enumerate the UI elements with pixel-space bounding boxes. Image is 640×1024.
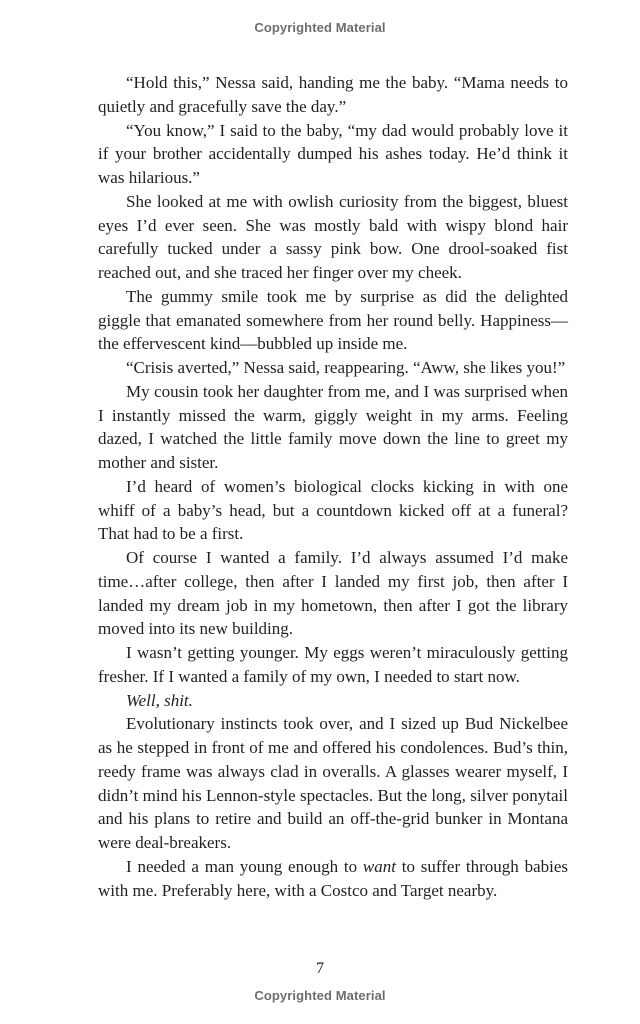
paragraph: Of course I wanted a family. I’d always assumed I’d make time…after college, then after I landed my first job, then after I landed my dream job in my hometown, then after I got the library moved into its new building.: [98, 548, 568, 639]
paragraph: Evolutionary instincts took over, and I sized up Bud Nickelbee as he stepped in front of me and offered his condolences. Bud’s thin, reedy frame was always clad in overalls. A glasses wearer myself, I didn’t mind his Lennon-style spectacles. But the long, silver ponytail and his plans to retire and build an off-the-grid bunker in Montana were deal-breakers.: [98, 714, 568, 852]
paragraph: “Crisis averted,” Nessa said, reappearing. “Aww, she likes you!”: [126, 358, 566, 377]
paragraph-text: I needed a man young enough to: [126, 856, 363, 876]
body-text: [98, 71, 568, 902]
italic-paragraph: Well, shit.: [126, 690, 193, 710]
copyright-header: Copyrighted Material: [254, 20, 386, 35]
paragraph: “Hold this,” Nessa said, handing me the baby. “Mama needs to quietly and gracefully save the day.”: [98, 73, 568, 116]
paragraph: She looked at me with owlish curiosity from the biggest, bluest eyes I’d ever seen. She was mostly bald with wispy blond hair carefully tucked under a sassy pink bow. One drool-soaked fist reached out, and she traced her finger over my cheek.: [98, 191, 568, 282]
emphasis-text: want: [362, 856, 396, 876]
paragraph: “You know,” I said to the baby, “my dad would probably love it if your brother accidentally dumped his ashes today. He’d think it was hilarious.”: [98, 120, 568, 187]
paragraph: I wasn’t getting younger. My eggs weren’t miraculously getting fresher. If I wanted a family of my own, I needed to start now.: [98, 643, 568, 686]
paragraph-text: to suffer through babies with me. Preferably here, with a Costco and Target nearby.: [98, 856, 568, 900]
paragraph: My cousin took her daughter from me, and I was surprised when I instantly missed the warm, giggly weight in my arms. Feeling dazed, I watched the little family move down the line to greet my mother and sister.: [98, 381, 568, 472]
paragraph: [98, 855, 568, 903]
copyright-footer: Copyrighted Material: [254, 988, 386, 1003]
paragraph: I’d heard of women’s biological clocks kicking in with one whiff of a baby’s head, but a countdown kicked off at a funeral? That had to be a first.: [98, 476, 568, 544]
paragraph: The gummy smile took me by surprise as did the delighted giggle that emanated somewhere from her round belly. Happiness—the effervescent kind—bubbled up inside me.: [98, 286, 568, 354]
page-number: 7: [316, 960, 324, 977]
